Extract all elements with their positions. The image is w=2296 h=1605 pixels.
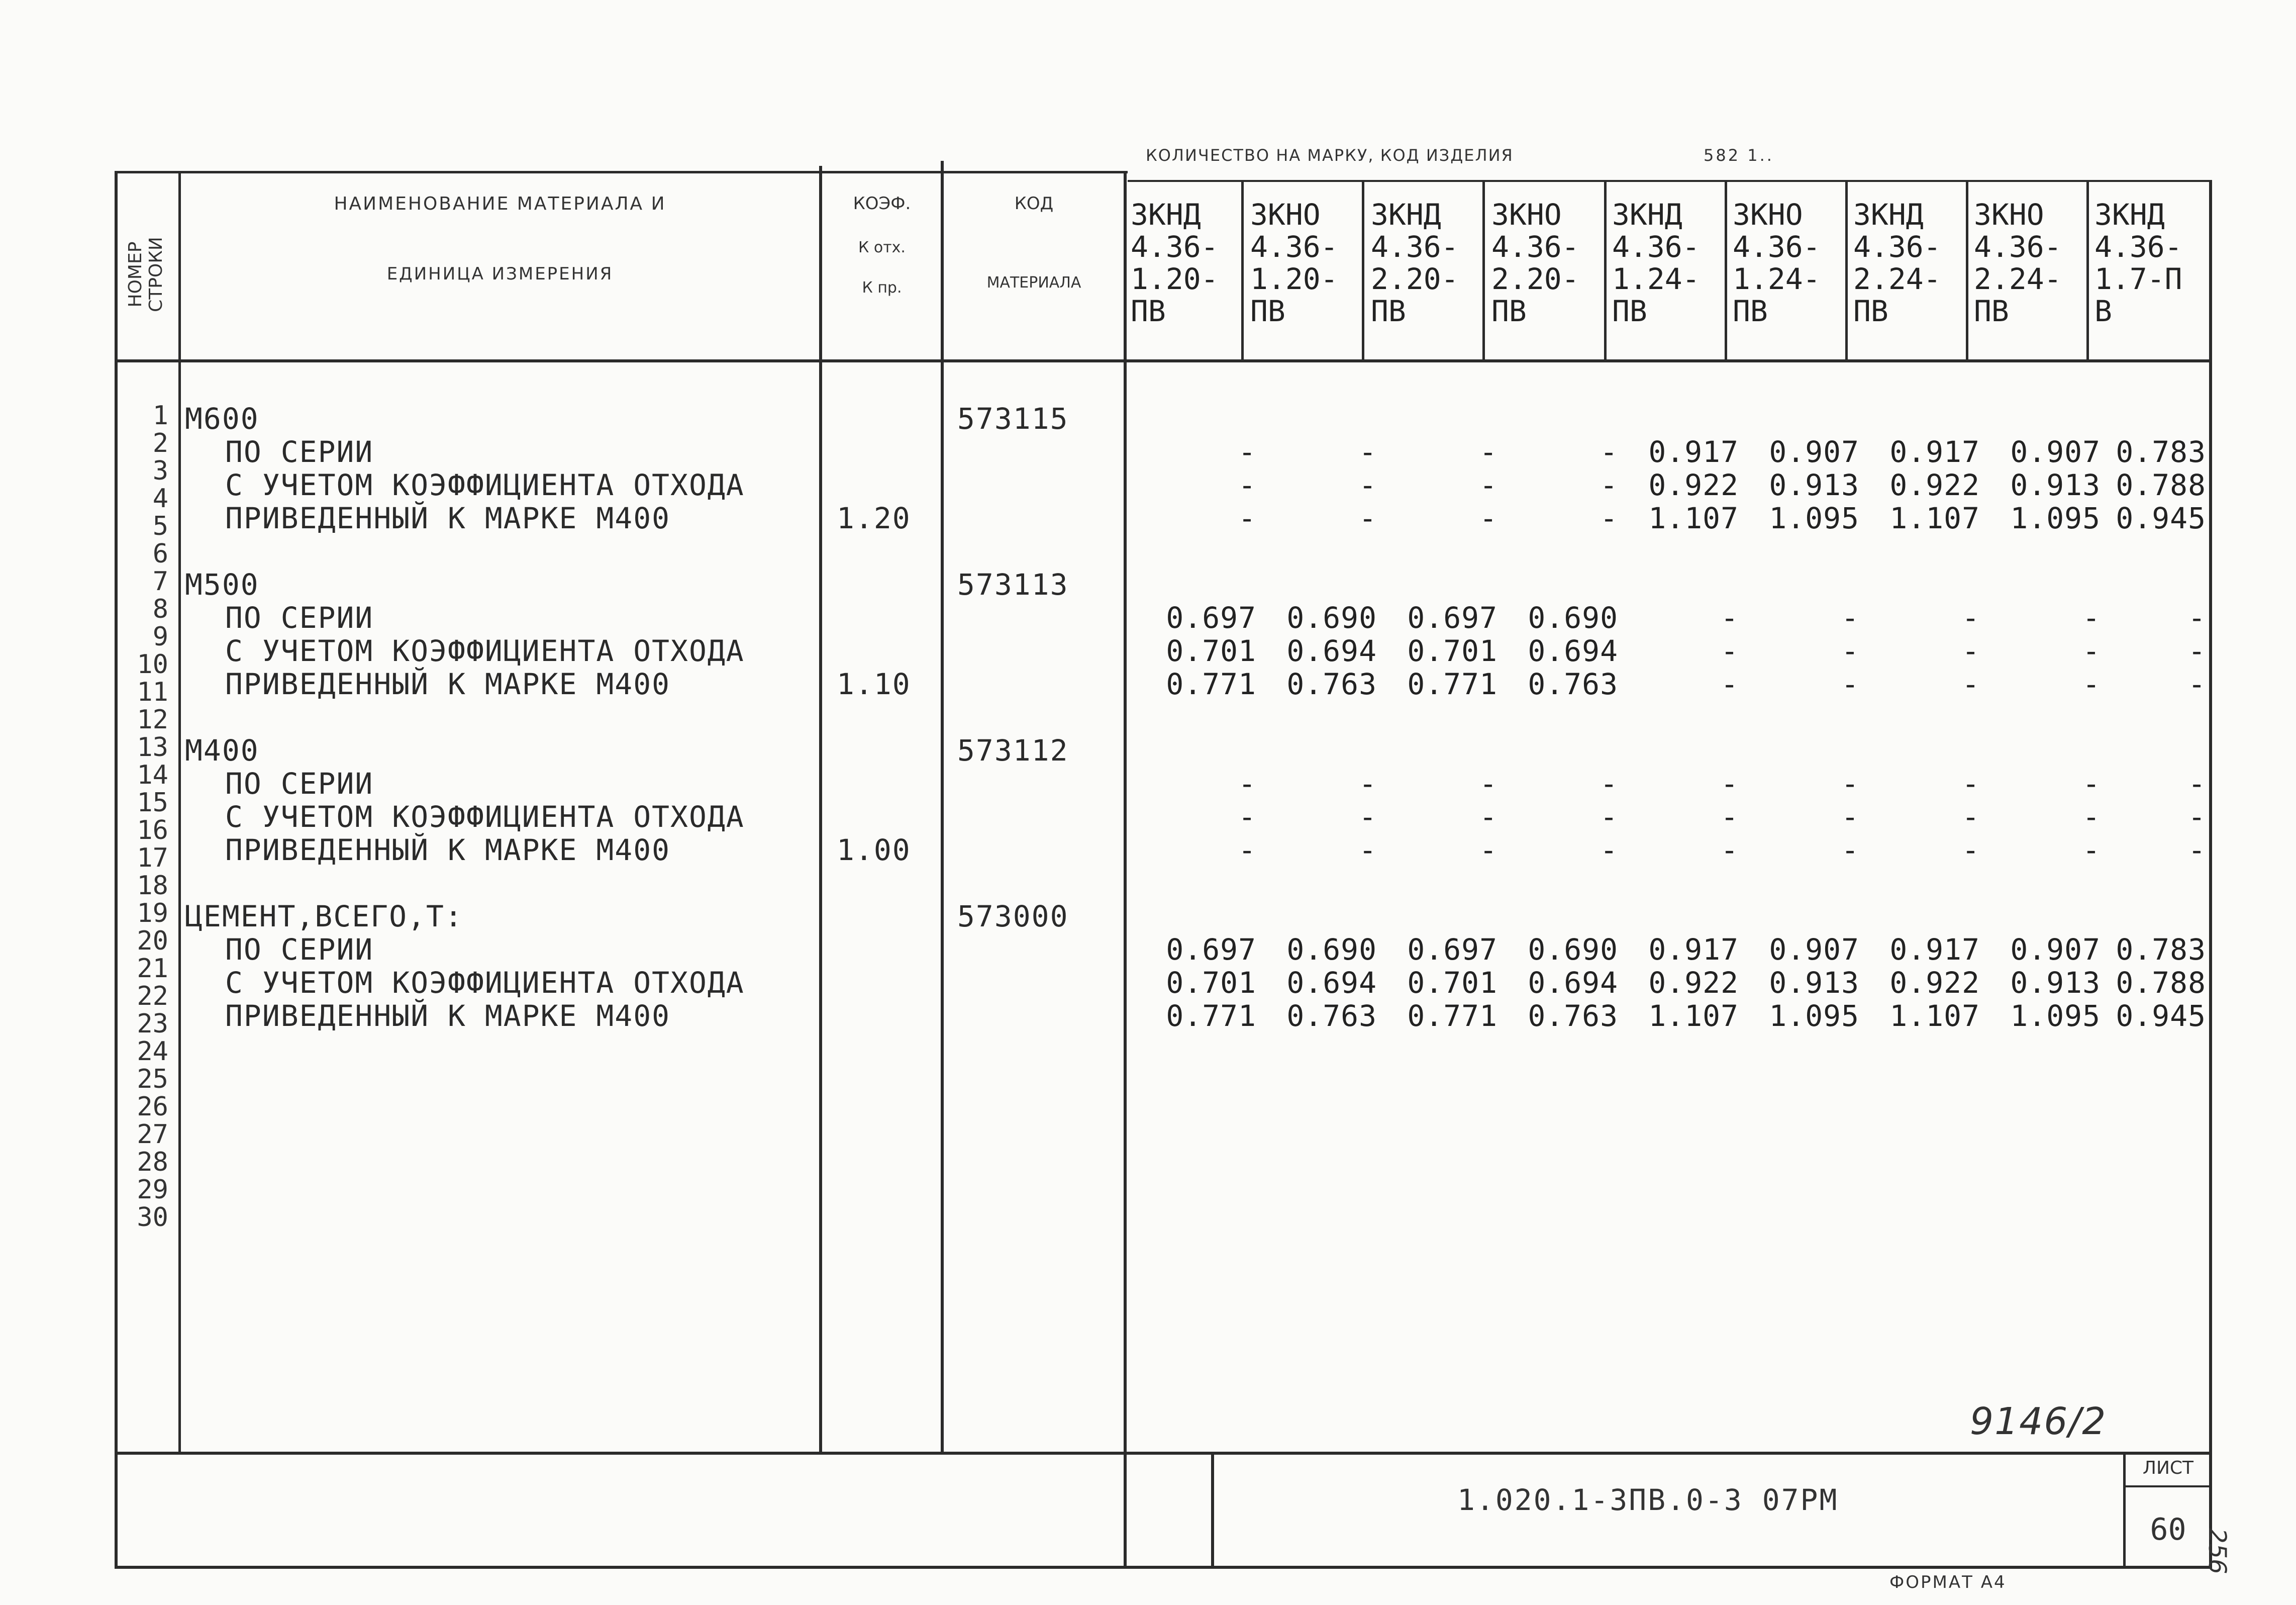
format-label: ФОРМАТ А4 [1889, 1572, 2007, 1592]
quantity-cell: - [1841, 667, 1859, 701]
quantity-cell: - [2082, 767, 2101, 801]
product-header-8-line3: 2.24- [1974, 262, 2062, 296]
row-number: 30 [137, 1202, 168, 1233]
quantity-cell: - [1721, 634, 1739, 668]
quantity-cell: 1.107 [1889, 501, 1980, 535]
quantity-cell: - [1841, 601, 1859, 635]
header-code-line2: МАТЕРИАЛА [986, 274, 1081, 292]
quantity-cell: 0.917 [1648, 932, 1739, 967]
material-title: М400 [185, 733, 259, 768]
document-code: 1.020.1-3ПВ.0-3 07РМ [1457, 1483, 1839, 1517]
quantity-cell: 0.907 [1769, 435, 1859, 469]
quantity-cell: - [2188, 634, 2206, 668]
quantity-cell: 0.917 [1889, 932, 1980, 967]
quantity-cell: 0.763 [1286, 999, 1377, 1033]
row-number: 4 [152, 484, 168, 514]
quantity-cell: 1.095 [1769, 999, 1859, 1033]
quantity-cell: 0.701 [1166, 966, 1256, 1000]
row-number: 28 [137, 1147, 168, 1177]
row-number: 19 [137, 898, 168, 928]
quantity-cell: 0.945 [2116, 501, 2206, 535]
quantity-cell: 0.763 [1528, 667, 1618, 701]
quantity-cell: - [1238, 468, 1256, 502]
quantity-cell: 0.922 [1889, 966, 1980, 1000]
material-title: ЦЕМЕНТ,ВСЕГО,Т: [185, 899, 463, 933]
quantity-cell: - [1479, 767, 1498, 801]
product-header-4-line2: 4.36- [1491, 230, 1579, 264]
product-header-1-line4: ПВ [1131, 294, 1166, 328]
row-number: 13 [137, 732, 168, 763]
header-group-code: 582 1.. [1704, 146, 1774, 165]
quantity-cell: - [1359, 767, 1377, 801]
row-number: 15 [137, 788, 168, 818]
quantity-cell: - [2188, 601, 2206, 635]
quantity-cell: - [1721, 767, 1739, 801]
col-line-code [1124, 171, 1127, 1566]
quantity-cell: 0.907 [2010, 932, 2101, 967]
handwritten-number: 9146/2 [1970, 1400, 2107, 1443]
quantity-cell: - [1721, 833, 1739, 867]
row-number: 26 [137, 1092, 168, 1122]
row-number: 18 [137, 871, 168, 901]
quantity-cell: 0.694 [1286, 966, 1377, 1000]
quantity-cell: 0.922 [1889, 468, 1980, 502]
product-header-7-line4: ПВ [1853, 294, 1888, 328]
product-header-7-line2: 4.36- [1853, 230, 1941, 264]
material-coefficient: 1.10 [837, 667, 911, 701]
row-number: 9 [152, 622, 168, 652]
quantity-cell: - [2082, 833, 2101, 867]
row-number: 22 [137, 981, 168, 1011]
quantity-cell: 0.701 [1166, 634, 1256, 668]
product-header-5-line1: ЗКНД [1612, 198, 1682, 232]
titleblock-sheet-mid [2123, 1485, 2212, 1487]
row-number: 17 [137, 843, 168, 873]
material-line-series: ПО СЕРИИ [225, 601, 374, 635]
product-header-6-line2: 4.36- [1733, 230, 1821, 264]
quantity-cell: - [1479, 435, 1498, 469]
quantity-cell: 0.783 [2116, 435, 2206, 469]
row-number: 25 [137, 1064, 168, 1094]
quantity-cell: - [1962, 601, 1980, 635]
product-header-9-line3: 1.7-П [2094, 262, 2182, 296]
quantity-cell: 0.922 [1648, 966, 1739, 1000]
quantity-cell: 0.771 [1407, 999, 1498, 1033]
quantity-cell: 1.107 [1889, 999, 1980, 1033]
quantity-cell: 0.771 [1166, 667, 1256, 701]
row-number: 23 [137, 1009, 168, 1039]
product-header-3-line3: 2.20- [1371, 262, 1459, 296]
quantity-cell: 0.788 [2116, 468, 2206, 502]
product-header-4-line3: 2.20- [1491, 262, 1579, 296]
quantity-cell: 0.701 [1407, 634, 1498, 668]
product-header-4-line4: ПВ [1491, 294, 1527, 328]
quantity-cell: - [1962, 667, 1980, 701]
quantity-cell: 0.913 [2010, 468, 2101, 502]
row-number: 20 [137, 926, 168, 956]
quantity-cell: 0.697 [1407, 601, 1498, 635]
material-title: М500 [185, 568, 259, 602]
row-number: 27 [137, 1119, 168, 1150]
quantity-cell: - [1962, 800, 1980, 834]
header-divider [115, 359, 2212, 362]
quantity-cell: - [1841, 634, 1859, 668]
quantity-cell: - [1479, 800, 1498, 834]
quantity-cell: - [1479, 833, 1498, 867]
row-number: 16 [137, 815, 168, 845]
row-number: 2 [152, 428, 168, 458]
quantity-cell: - [1238, 800, 1256, 834]
quantity-cell: - [1359, 800, 1377, 834]
row-number: 1 [152, 401, 168, 431]
quantity-cell: - [1721, 800, 1739, 834]
body-divider [115, 1452, 2212, 1455]
product-header-6-line1: ЗКНО [1733, 198, 1803, 232]
sheet-label: ЛИСТ [2142, 1458, 2194, 1478]
quantity-cell: 0.922 [1648, 468, 1739, 502]
row-number: 7 [152, 567, 168, 597]
product-header-2-line4: ПВ [1250, 294, 1285, 328]
quantity-cell: - [2082, 667, 2101, 701]
material-coefficient: 1.20 [837, 501, 911, 535]
quantity-cell: 0.788 [2116, 966, 2206, 1000]
quantity-cell: 0.913 [2010, 966, 2101, 1000]
row-number: 21 [137, 954, 168, 984]
product-header-1-line1: ЗКНД [1131, 198, 1201, 232]
product-header-5-line3: 1.24- [1612, 262, 1700, 296]
product-header-5-line4: ПВ [1612, 294, 1647, 328]
row-number: 5 [152, 511, 168, 541]
product-header-7-line3: 2.24- [1853, 262, 1941, 296]
header-group-label: КОЛИЧЕСТВО НА МАРКУ, КОД ИЗДЕЛИЯ [1146, 146, 1514, 165]
product-header-9-line1: ЗКНД [2094, 198, 2165, 232]
frame-top-right [1128, 180, 2212, 182]
titleblock-sheet-left [2123, 1452, 2126, 1567]
quantity-cell: 0.917 [1889, 435, 1980, 469]
header-code-line1: КОД [1014, 194, 1054, 214]
quantity-cell: - [1359, 833, 1377, 867]
quantity-cell: 0.697 [1166, 601, 1256, 635]
quantity-cell: 0.690 [1528, 601, 1618, 635]
product-header-2-line3: 1.20- [1250, 262, 1338, 296]
header-coef-line1: КОЭФ. [853, 194, 911, 214]
product-header-8-line2: 4.36- [1974, 230, 2062, 264]
quantity-cell: 0.690 [1286, 932, 1377, 967]
quantity-cell: 0.771 [1166, 999, 1256, 1033]
sheet-number: 60 [2150, 1512, 2186, 1547]
quantity-cell: - [2188, 800, 2206, 834]
product-header-6-line4: ПВ [1733, 294, 1768, 328]
quantity-cell: 0.913 [1769, 966, 1859, 1000]
product-header-3-line4: ПВ [1371, 294, 1406, 328]
quantity-cell: - [1841, 800, 1859, 834]
quantity-cell: 1.095 [2010, 999, 2101, 1033]
quantity-cell: 0.694 [1528, 966, 1618, 1000]
material-line-waste: С УЧЕТОМ КОЭФФИЦИЕНТА ОТХОДА [225, 966, 745, 1000]
header-name-line1: НАИМЕНОВАНИЕ МАТЕРИАЛА И [334, 194, 666, 214]
quantity-cell: - [2082, 601, 2101, 635]
col-line-coef [941, 161, 944, 1453]
row-number: 11 [137, 677, 168, 707]
quantity-cell: - [1238, 767, 1256, 801]
quantity-cell: 0.917 [1648, 435, 1739, 469]
product-header-1-line3: 1.20- [1131, 262, 1219, 296]
quantity-cell: 0.945 [2116, 999, 2206, 1033]
material-code: 573113 [957, 568, 1069, 602]
quantity-cell: - [2082, 800, 2101, 834]
material-code: 573000 [957, 899, 1069, 933]
row-number: 29 [137, 1175, 168, 1205]
product-header-8-line1: ЗКНО [1974, 198, 2044, 232]
quantity-cell: - [1238, 501, 1256, 535]
material-line-reduced: ПРИВЕДЕННЫЙ К МАРКЕ М400 [225, 501, 671, 535]
header-coef-line3: К пр. [862, 279, 902, 297]
material-line-waste: С УЧЕТОМ КОЭФФИЦИЕНТА ОТХОДА [225, 634, 745, 668]
product-header-2-line2: 4.36- [1250, 230, 1338, 264]
material-line-series: ПО СЕРИИ [225, 767, 374, 801]
side-number: 256 [2203, 1528, 2231, 1574]
quantity-cell: - [1721, 601, 1739, 635]
frame-bottom [115, 1566, 2212, 1569]
quantity-cell: 0.763 [1286, 667, 1377, 701]
material-title: М600 [185, 402, 259, 436]
material-line-reduced: ПРИВЕДЕННЫЙ К МАРКЕ М400 [225, 667, 671, 701]
header-name-line2: ЕДИНИЦА ИЗМЕРЕНИЯ [386, 264, 614, 284]
quantity-cell: - [2188, 833, 2206, 867]
quantity-cell: 0.771 [1407, 667, 1498, 701]
titleblock-left [1211, 1452, 1214, 1567]
quantity-cell: - [2188, 667, 2206, 701]
quantity-cell: - [1962, 767, 1980, 801]
material-code: 573115 [957, 402, 1069, 436]
material-line-waste: С УЧЕТОМ КОЭФФИЦИЕНТА ОТХОДА [225, 468, 745, 502]
quantity-cell: - [1962, 833, 1980, 867]
frame-left [115, 171, 118, 1568]
quantity-cell: - [1479, 501, 1498, 535]
quantity-cell: 0.763 [1528, 999, 1618, 1033]
product-header-3-line2: 4.36- [1371, 230, 1459, 264]
quantity-cell: - [1600, 767, 1618, 801]
quantity-cell: - [1600, 501, 1618, 535]
quantity-cell: - [1721, 667, 1739, 701]
quantity-cell: 1.107 [1648, 999, 1739, 1033]
material-line-series: ПО СЕРИИ [225, 932, 374, 967]
quantity-cell: - [1600, 833, 1618, 867]
quantity-cell: - [1962, 634, 1980, 668]
quantity-cell: - [1841, 833, 1859, 867]
product-header-8-line4: ПВ [1974, 294, 2009, 328]
material-line-reduced: ПРИВЕДЕННЫЙ К МАРКЕ М400 [225, 833, 671, 867]
material-coefficient: 1.00 [837, 833, 911, 867]
quantity-cell: 0.907 [1769, 932, 1859, 967]
product-header-4-line1: ЗКНО [1491, 198, 1562, 232]
product-header-7-line1: ЗКНД [1853, 198, 1924, 232]
frame-right [2209, 181, 2212, 1568]
product-header-9-line4: В [2094, 294, 2112, 328]
quantity-cell: 0.690 [1528, 932, 1618, 967]
quantity-cell: 0.697 [1166, 932, 1256, 967]
row-number: 12 [137, 705, 168, 735]
material-line-series: ПО СЕРИИ [225, 435, 374, 469]
row-number: 8 [152, 594, 168, 624]
quantity-cell: 1.095 [2010, 501, 2101, 535]
quantity-cell: 0.907 [2010, 435, 2101, 469]
quantity-cell: 0.694 [1528, 634, 1618, 668]
row-number: 6 [152, 539, 168, 569]
col-line-rownum [178, 171, 181, 1453]
quantity-cell: - [1600, 435, 1618, 469]
col-line-name [819, 166, 822, 1453]
quantity-cell: - [2188, 767, 2206, 801]
quantity-cell: - [2082, 634, 2101, 668]
material-line-waste: С УЧЕТОМ КОЭФФИЦИЕНТА ОТХОДА [225, 800, 745, 834]
quantity-cell: 0.697 [1407, 932, 1498, 967]
row-number: 14 [137, 760, 168, 790]
quantity-cell: - [1359, 501, 1377, 535]
quantity-cell: - [1238, 833, 1256, 867]
quantity-cell: - [1841, 767, 1859, 801]
product-header-3-line1: ЗКНД [1371, 198, 1441, 232]
quantity-cell: 1.107 [1648, 501, 1739, 535]
product-header-5-line2: 4.36- [1612, 230, 1700, 264]
quantity-cell: 0.694 [1286, 634, 1377, 668]
quantity-cell: 0.913 [1769, 468, 1859, 502]
header-rownum-label: НОМЕР СТРОКИ [125, 237, 166, 312]
header-coef-line2: К отх. [858, 239, 906, 256]
row-number: 10 [137, 649, 168, 680]
quantity-cell: - [1238, 435, 1256, 469]
material-code: 573112 [957, 733, 1069, 768]
product-header-2-line1: ЗКНО [1250, 198, 1321, 232]
product-header-6-line3: 1.24- [1733, 262, 1821, 296]
product-header-1-line2: 4.36- [1131, 230, 1219, 264]
row-number: 24 [137, 1036, 168, 1067]
quantity-cell: - [1479, 468, 1498, 502]
quantity-cell: - [1359, 435, 1377, 469]
quantity-cell: 1.095 [1769, 501, 1859, 535]
material-line-reduced: ПРИВЕДЕННЫЙ К МАРКЕ М400 [225, 999, 671, 1033]
row-number: 3 [152, 456, 168, 486]
frame-top [115, 171, 1128, 173]
quantity-cell: - [1600, 468, 1618, 502]
quantity-cell: - [1600, 800, 1618, 834]
product-header-9-line2: 4.36- [2094, 230, 2182, 264]
quantity-cell: - [1359, 468, 1377, 502]
quantity-cell: 0.701 [1407, 966, 1498, 1000]
quantity-cell: 0.690 [1286, 601, 1377, 635]
quantity-cell: 0.783 [2116, 932, 2206, 967]
